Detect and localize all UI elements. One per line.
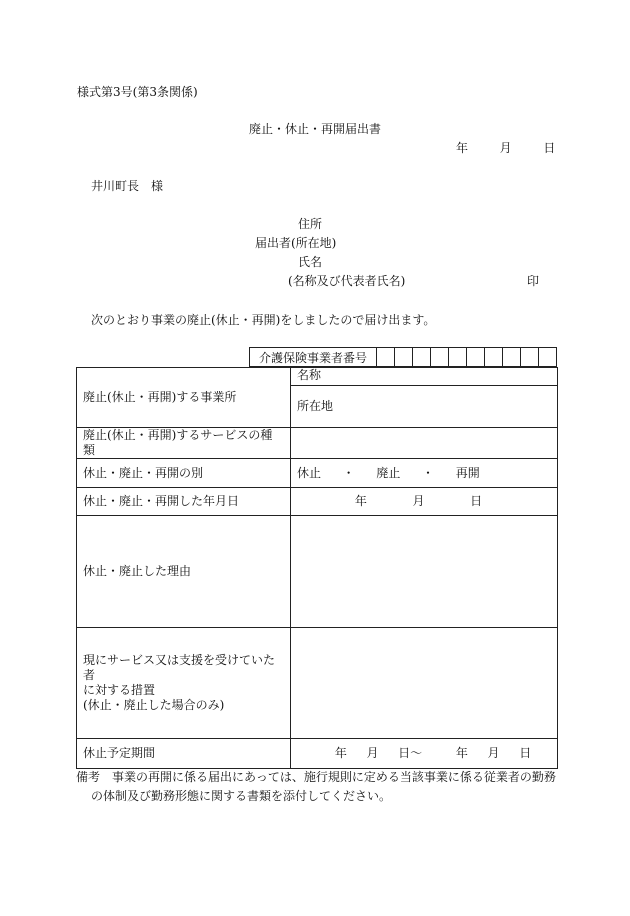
change-type-field[interactable] [291,459,558,488]
period-day-1: 日〜 [398,746,423,760]
provider-number-label: 介護保険事業者番号 [250,348,377,367]
period-day-2: 日 [519,746,532,760]
change-type-label: 休止・廃止・再開の別 [77,459,291,488]
reason-label: 休止・廃止した理由 [77,516,291,628]
office-label: 廃止(休止・再開)する事業所 [77,368,291,428]
date-day-label: 日 [543,141,556,155]
measures-label [77,628,291,739]
change-date-day: 日 [470,494,483,508]
notifier-label: 届出者(所在地) [255,236,337,250]
name-label: 氏名 [298,255,323,269]
change-date-year: 年 [354,494,367,508]
provider-number-digit[interactable] [503,348,521,367]
provider-number-digit[interactable] [449,348,467,367]
service-type-label: 廃止(休止・再開)するサービスの種類 [77,428,291,459]
planned-period-label: 休止予定期間 [77,739,291,769]
note-line: 備考 事業の再開に係る届出にあっては、施行規則に定める当該事業に係る従業者の勤務 [76,770,556,784]
option-resume[interactable]: 再開 [455,465,480,480]
reason-field[interactable] [291,516,558,628]
service-type-field[interactable] [291,428,558,459]
provider-number-digit[interactable] [431,348,449,367]
office-address-field[interactable] [291,386,558,428]
measures-label-line: (休止・廃止した場合のみ) [83,698,225,712]
measures-label-line: に対する措置 [83,683,156,697]
document-title: 廃止・休止・再開届出書 [249,122,382,136]
date-year-label: 年 [456,141,469,155]
period-month-1: 月 [366,746,379,760]
note-line: の体制及び勤務形態に関する書類を添付してください。 [91,789,392,803]
provider-number-table [249,347,557,367]
period-month-2: 月 [487,746,500,760]
office-address-label: 所在地 [297,399,334,413]
option-abolish[interactable]: 廃止 [376,465,401,480]
option-separator: ・ [422,465,435,480]
intro-text: 次のとおり事業の廃止(休止・再開)をしましたので届け出ます。 [91,313,436,327]
provider-number-digit[interactable] [395,348,413,367]
seal-mark: 印 [527,274,540,288]
period-year-2: 年 [455,746,468,760]
provider-number-digit[interactable] [521,348,539,367]
provider-number-digit[interactable] [467,348,485,367]
planned-period-field[interactable] [291,739,558,769]
address-label: 住所 [298,217,323,231]
office-name-field[interactable] [291,368,558,386]
date-month-label: 月 [499,141,512,155]
notification-form-table [76,367,558,769]
period-year-1: 年 [334,746,347,760]
provider-number-digit[interactable] [539,348,557,367]
measures-field[interactable] [291,628,558,739]
change-date-month: 月 [412,494,425,508]
change-date-label: 休止・廃止・再開した年月日 [77,488,291,516]
measures-label-line: 現にサービス又は支援を受けていた者 [83,653,276,682]
change-date-field[interactable] [291,488,558,516]
addressee: 井川町長 様 [91,179,164,193]
option-separator: ・ [342,465,355,480]
provider-number-digit[interactable] [485,348,503,367]
option-suspend[interactable]: 休止 [297,465,322,480]
submission-date [456,141,555,155]
provider-number-digit[interactable] [377,348,395,367]
office-name-label: 名称 [297,368,322,382]
name-sub-label: (名称及び代表者氏名) [288,274,406,288]
provider-number-digit[interactable] [413,348,431,367]
form-reference: 様式第3号(第3条関係) [77,85,198,99]
